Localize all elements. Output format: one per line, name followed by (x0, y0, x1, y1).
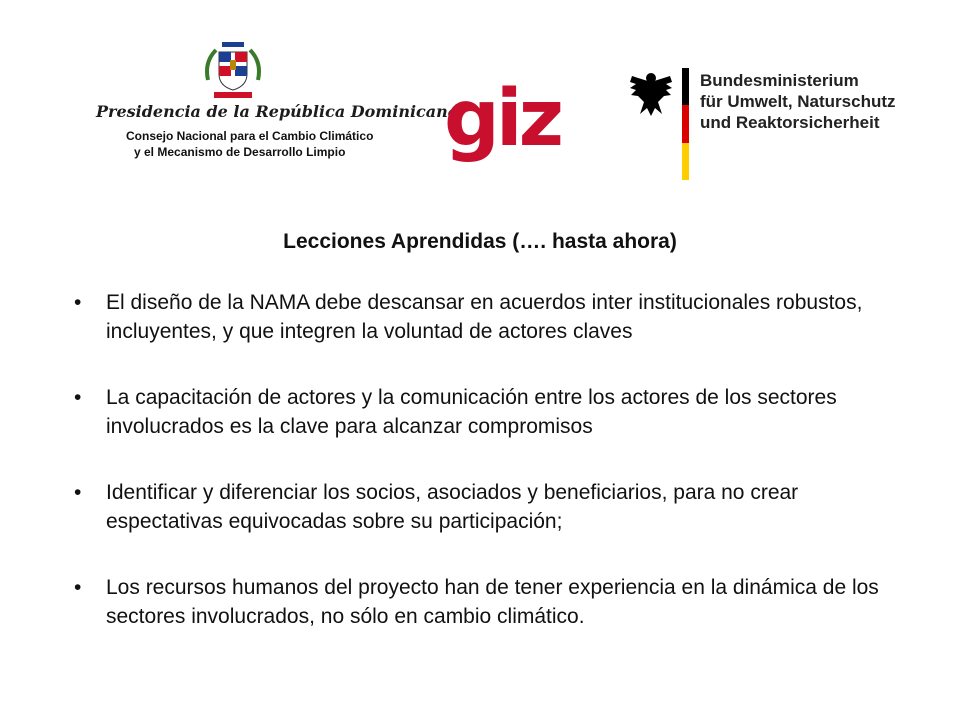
slide-title: Lecciones Aprendidas (…. hasta ahora) (283, 230, 677, 253)
council-name-line1: Consejo Nacional para el Cambio Climático (126, 129, 374, 143)
presidency-title: Presidencia de la República Dominicana (96, 102, 459, 121)
bmu-logo (628, 66, 928, 186)
dominican-presidency-logo (88, 40, 459, 170)
bullet-icon: • (74, 576, 82, 599)
coat-of-arms-icon (202, 40, 264, 104)
bullet-text: Identificar y diferenciar los socios, asociados y beneficiarios, para no crear espectativas equivocadas sobre su participación; (106, 481, 799, 533)
ministry-name-line3: und Reaktorsicherheit (700, 113, 880, 132)
federal-eagle-icon (628, 68, 674, 118)
bullet-text: El diseño de la NAMA debe descansar en acuerdos inter institucionales robustos, incluyentes, y que integren la voluntad de actores claves (106, 291, 863, 343)
bullet-text: La capacitación de actores y la comunicación entre los actores de los sectores involucrados es la clave para alcanzar compromisos (106, 386, 837, 438)
bullet-icon: • (74, 291, 82, 314)
list-item (74, 478, 894, 536)
giz-logo: giz (444, 74, 560, 164)
bullet-icon: • (74, 386, 82, 409)
bullet-icon: • (74, 481, 82, 504)
council-name-line2: y el Mecanismo de Desarrollo Limpio (134, 145, 346, 159)
lessons-list (74, 288, 894, 668)
bullet-text: Los recursos humanos del proyecto han de tener experiencia en la dinámica de los sectores involucrados, no sólo en cambio climático. (106, 576, 879, 628)
list-item (74, 573, 894, 631)
list-item (74, 288, 894, 346)
ministry-name (700, 70, 896, 133)
list-item (74, 383, 894, 441)
ministry-name-line2: für Umwelt, Naturschutz (700, 92, 896, 111)
ministry-name-line1: Bundesministerium (700, 71, 859, 90)
german-flag-bar (682, 68, 689, 180)
